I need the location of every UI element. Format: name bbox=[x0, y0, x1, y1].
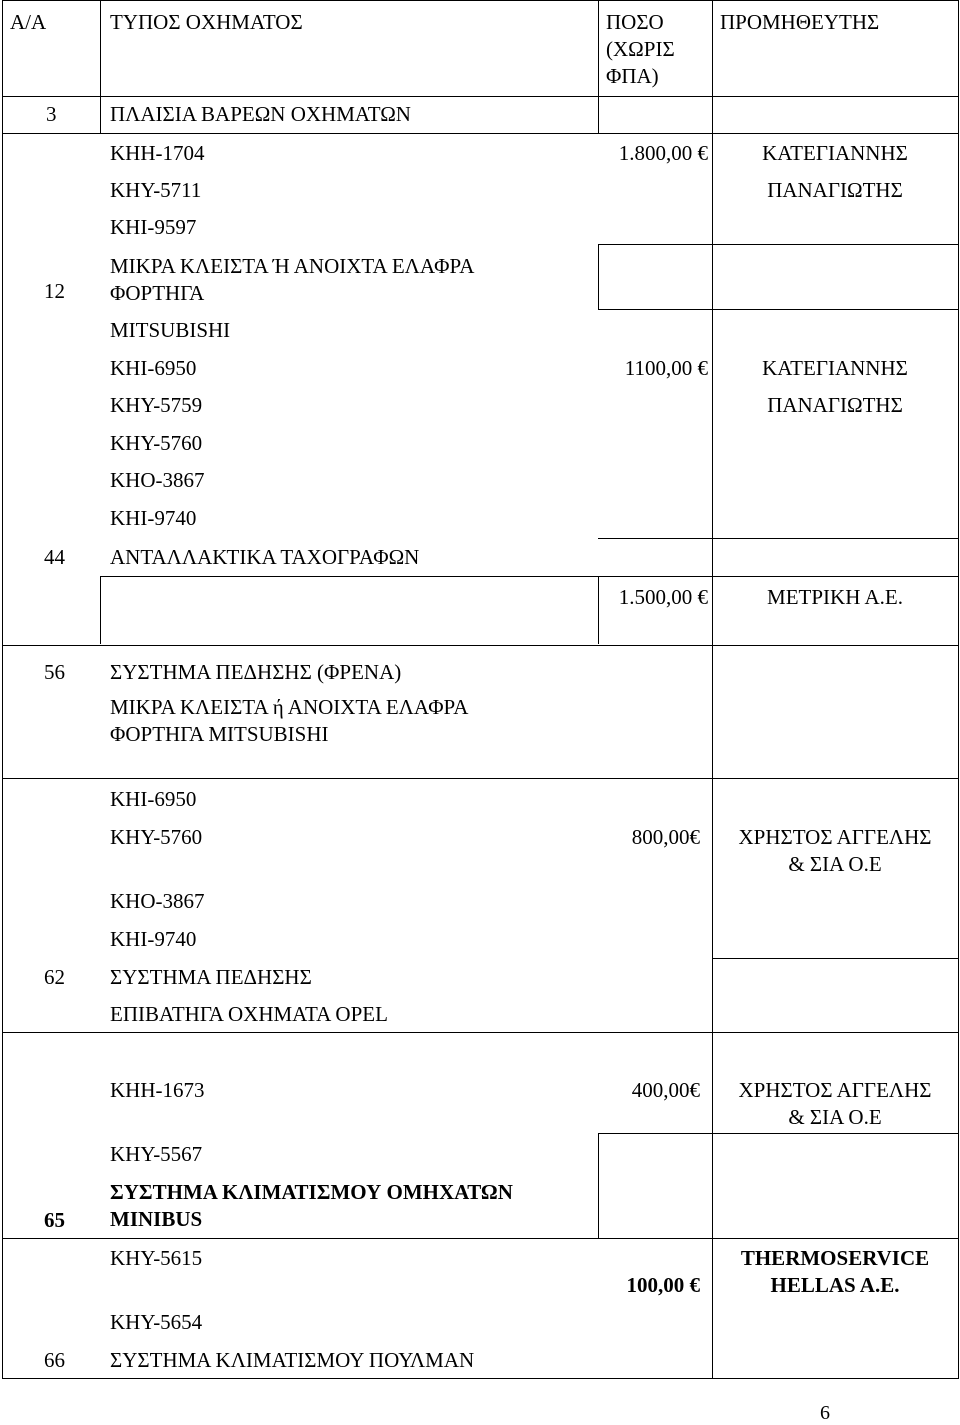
col-sep-type bbox=[598, 0, 599, 133]
supplier-name: ΜΕΤΡΙΚΗ Α.Ε. bbox=[767, 585, 903, 609]
row-title: ΣΥΣΤΗΜΑ ΠΕΔΗΣΗΣ (ΦΡΕΝΑ) bbox=[110, 660, 402, 684]
col-sep-aa bbox=[100, 0, 101, 133]
row-number: 12 bbox=[44, 279, 65, 303]
row-subtitle: ΕΠΙΒΑΤΗΓΑ ΟΧΗΜΑΤΑ OPEL bbox=[110, 1002, 388, 1026]
row-title: MINIBUS bbox=[110, 1207, 203, 1231]
row-number: 65 bbox=[44, 1208, 65, 1232]
supplier-name: & ΣΙΑ Ο.Ε bbox=[788, 1105, 882, 1129]
header-aa: Α/Α bbox=[10, 10, 47, 34]
row-subtitle: ΦΟΡΤΗΓΑ MITSUBISHI bbox=[110, 722, 329, 746]
amount: 400,00€ bbox=[631, 1078, 700, 1102]
row-rule bbox=[2, 0, 959, 1]
row-title: ΣΥΣΤΗΜΑ ΚΛΙΜΑΤΙΣΜΟΥ ΟΜΗΧΑΤΩΝ bbox=[110, 1180, 513, 1204]
page-number: 6 bbox=[820, 1402, 830, 1424]
supplier-name: HELLAS A.E. bbox=[770, 1273, 900, 1297]
row-title: ΣΥΣΤΗΜΑ ΠΕΔΗΣΗΣ bbox=[110, 965, 312, 989]
plate-number: ΚΗΗ-1704 bbox=[110, 141, 205, 165]
supplier-name: ΚΑΤΕΓΙΑΝΝΗΣ bbox=[762, 356, 908, 380]
vehicle-brand: MITSUBISHI bbox=[110, 318, 231, 342]
col-sep-amount bbox=[712, 645, 713, 778]
row-rule bbox=[2, 96, 959, 97]
supplier-name: ΚΑΤΕΓΙΑΝΝΗΣ bbox=[762, 141, 908, 165]
row-rule bbox=[598, 1133, 959, 1134]
row-title: ΦΟΡΤΗΓΑ bbox=[110, 281, 205, 305]
row-title: ΜΙΚΡΑ ΚΛΕΙΣΤΑ Ή ΑΝΟΙΧΤΑ ΕΛΑΦΡΑ bbox=[110, 254, 475, 278]
row-rule bbox=[598, 309, 959, 310]
row-rule bbox=[2, 778, 959, 779]
amount: 800,00€ bbox=[631, 825, 700, 849]
row-number: 62 bbox=[44, 965, 65, 989]
plate-number: ΚΗΙ-6950 bbox=[110, 356, 197, 380]
plate-number: ΚΗΥ-5567 bbox=[110, 1142, 203, 1166]
row-rule bbox=[2, 133, 959, 134]
plate-number: ΚΗΥ-5615 bbox=[110, 1246, 203, 1270]
row-rule bbox=[100, 576, 959, 577]
amount: 1.500,00 € bbox=[618, 585, 708, 609]
supplier-name: THERMOSERVICE bbox=[740, 1246, 930, 1270]
row-rule bbox=[2, 645, 959, 646]
plate-number: ΚΗΙ-9740 bbox=[110, 927, 197, 951]
amount: 1.800,00 € bbox=[618, 141, 708, 165]
row-rule bbox=[712, 958, 959, 959]
row-number: 66 bbox=[44, 1348, 65, 1372]
supplier-name: & ΣΙΑ Ο.Ε bbox=[788, 852, 882, 876]
plate-number: ΚΗΙ-9597 bbox=[110, 215, 197, 239]
row-number: 44 bbox=[44, 545, 65, 569]
row-title: ΣΥΣΤΗΜΑ ΚΛΙΜΑΤΙΣΜΟΥ ΠΟΥΛΜΑΝ bbox=[110, 1348, 475, 1372]
plate-number: ΚΗΥ-5759 bbox=[110, 393, 203, 417]
supplier-name: ΠΑΝΑΓΙΩΤΗΣ bbox=[767, 393, 903, 417]
plate-number: ΚΗΟ-3867 bbox=[110, 468, 205, 492]
amount: 1100,00 € bbox=[624, 356, 708, 380]
supplier-name: ΠΑΝΑΓΙΩΤΗΣ bbox=[767, 178, 903, 202]
supplier-name: ΧΡΗΣΤΟΣ ΑΓΓΕΛΗΣ bbox=[738, 1078, 932, 1102]
plate-number: ΚΗΗ-1673 bbox=[110, 1078, 205, 1102]
plate-number: ΚΗΙ-6950 bbox=[110, 787, 197, 811]
table-border-bottom bbox=[2, 1378, 959, 1379]
row-number: 3 bbox=[46, 102, 57, 126]
row-title: ΑΝΤΑΛΛΑΚΤΙΚΑ ΤΑΧΟΓΡΑΦΩΝ bbox=[110, 545, 420, 569]
header-supplier: ΠΡΟΜΗΘΕΥΤΗΣ bbox=[720, 10, 880, 34]
plate-number: ΚΗΥ-5760 bbox=[110, 825, 203, 849]
row-subtitle: ΜΙΚΡΑ ΚΛΕΙΣΤΑ ή ΑΝΟΙΧΤΑ ΕΛΑΦΡΑ bbox=[110, 695, 469, 719]
plate-number: ΚΗΥ-5760 bbox=[110, 431, 203, 455]
table-border-left bbox=[2, 0, 3, 1378]
header-vehicle-type: ΤΥΠΟΣ ΟΧΗΜΑΤΟΣ bbox=[110, 10, 303, 34]
plate-number: ΚΗΟ-3867 bbox=[110, 889, 205, 913]
supplier-name: ΧΡΗΣΤΟΣ ΑΓΓΕΛΗΣ bbox=[738, 825, 932, 849]
plate-number: ΚΗΙ-9740 bbox=[110, 506, 197, 530]
row-rule bbox=[2, 1032, 959, 1033]
plate-number: ΚΗΥ-5654 bbox=[110, 1310, 203, 1334]
row-rule bbox=[2, 1238, 959, 1239]
table-border-right bbox=[958, 0, 959, 1378]
col-sep-aa bbox=[100, 576, 101, 644]
row-rule bbox=[598, 244, 959, 245]
col-sep-type bbox=[598, 1133, 599, 1238]
row-rule bbox=[598, 538, 959, 539]
amount: 100,00 € bbox=[626, 1273, 700, 1297]
plate-number: ΚΗΥ-5711 bbox=[110, 178, 202, 202]
row-number: 56 bbox=[44, 660, 65, 684]
header-amount-line1: ΠΟΣΟ bbox=[606, 10, 664, 34]
col-sep-type bbox=[598, 244, 599, 309]
header-amount-line3: ΦΠΑ) bbox=[606, 64, 659, 88]
row-title: ΠΛΑΙΣΙΑ ΒΑΡΕΩΝ ΟΧΗΜΑΤΩΝ bbox=[110, 102, 411, 126]
header-amount-line2: (ΧΩΡΙΣ bbox=[606, 37, 675, 61]
